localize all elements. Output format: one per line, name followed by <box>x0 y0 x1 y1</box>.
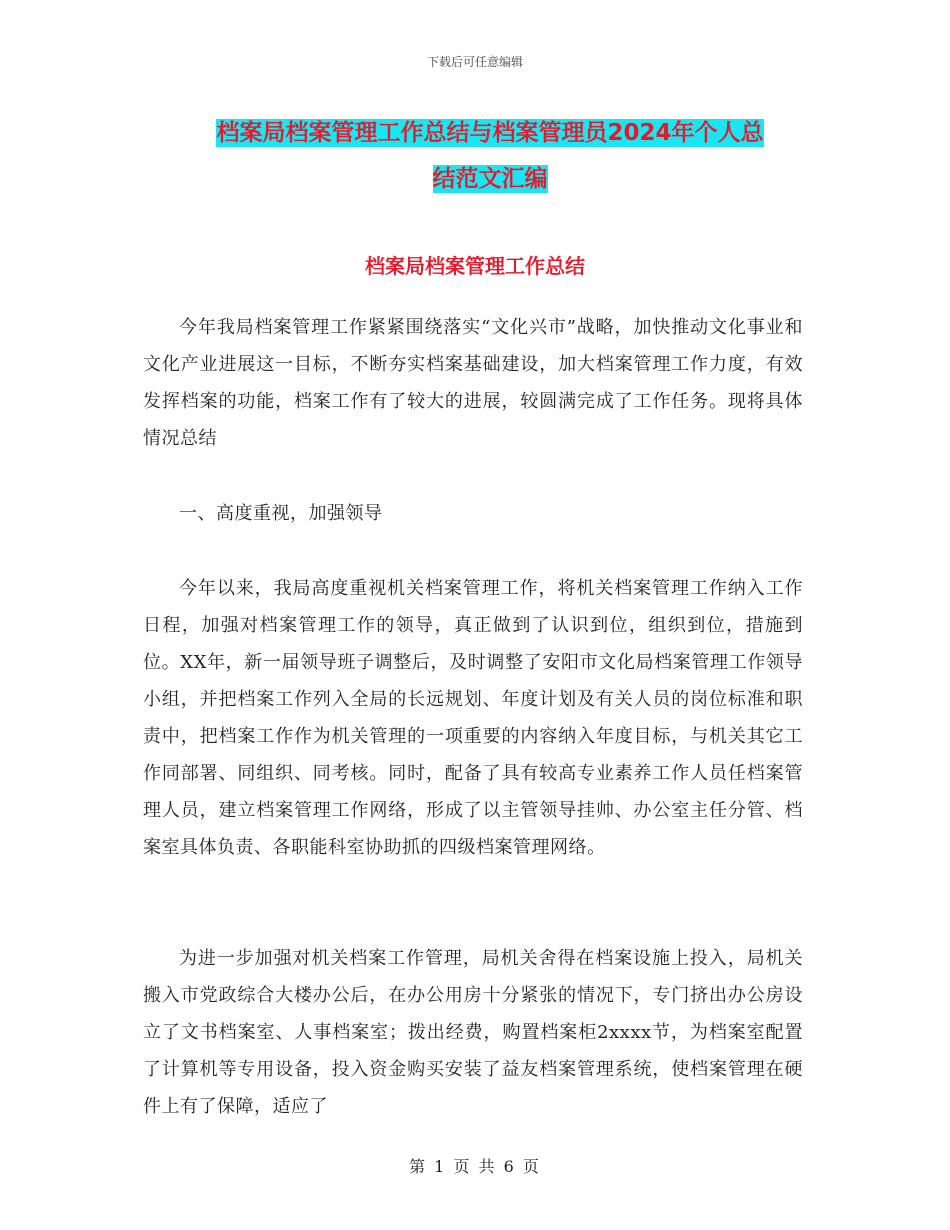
paragraph-leadership: 今年以来，我局高度重视机关档案管理工作，将机关档案管理工作纳入工作日程，加强对档案管理工作的领导，真正做到了认识到位，组织到位，措施到位。XX年，新一届领导班子调整后，及时调整了安阳市文化局档案管理工作领导小组，并把档案工作列入全局的长远规划、年度计划及有关人员的岗位标准和职责中，把档案工作作为机关管理的一项重要的内容纳入年度目标，与机关其它工作同部署、同组织、同考核。同时，配备了具有较高专业素养工作人员任档案管理人员，建立档案管理工作网络，形成了以主管领导挂帅、办公室主任分管、档案室具体负责、各职能科室协助抓的四级档案管理网络。 <box>143 578 803 858</box>
paragraph-facilities: 为进一步加强对机关档案工作管理，局机关舍得在档案设施上投入，局机关搬入市党政综合大楼办公后，在办公用房十分紧张的情况下，专门挤出办公房设立了文书档案室、人事档案室；拨出经费，购置档案柜2xxxx节，为档案室配置了计算机等专用设备，投入资金购买安装了益友档案管理系统，使档案管理在硬件上有了保障，适应了 <box>143 948 803 1117</box>
document-title-line-1: 档案局档案管理工作总结与档案管理员2024年个人总 <box>216 120 764 146</box>
paragraph-intro: 今年我局档案管理工作紧紧围绕落实“文化兴市”战略，加快推动文化事业和文化产业进展这一目标，不断夯实档案基础建设，加大档案管理工作力度，有效发挥档案的功能，档案工作有了较大的进展，较圆满完成了工作任务。现将具体情况总结 <box>143 317 803 449</box>
subheading-leadership: 一、高度重视，加强领导 <box>179 503 383 524</box>
page-number: 第 1 页 共 6 页 <box>409 1157 541 1176</box>
section-title: 档案局档案管理工作总结 <box>365 254 585 278</box>
header-note: 下载后可任意编辑 <box>426 55 523 69</box>
document-title-line-2: 结范文汇编 <box>432 166 548 192</box>
document-title <box>140 110 840 202</box>
